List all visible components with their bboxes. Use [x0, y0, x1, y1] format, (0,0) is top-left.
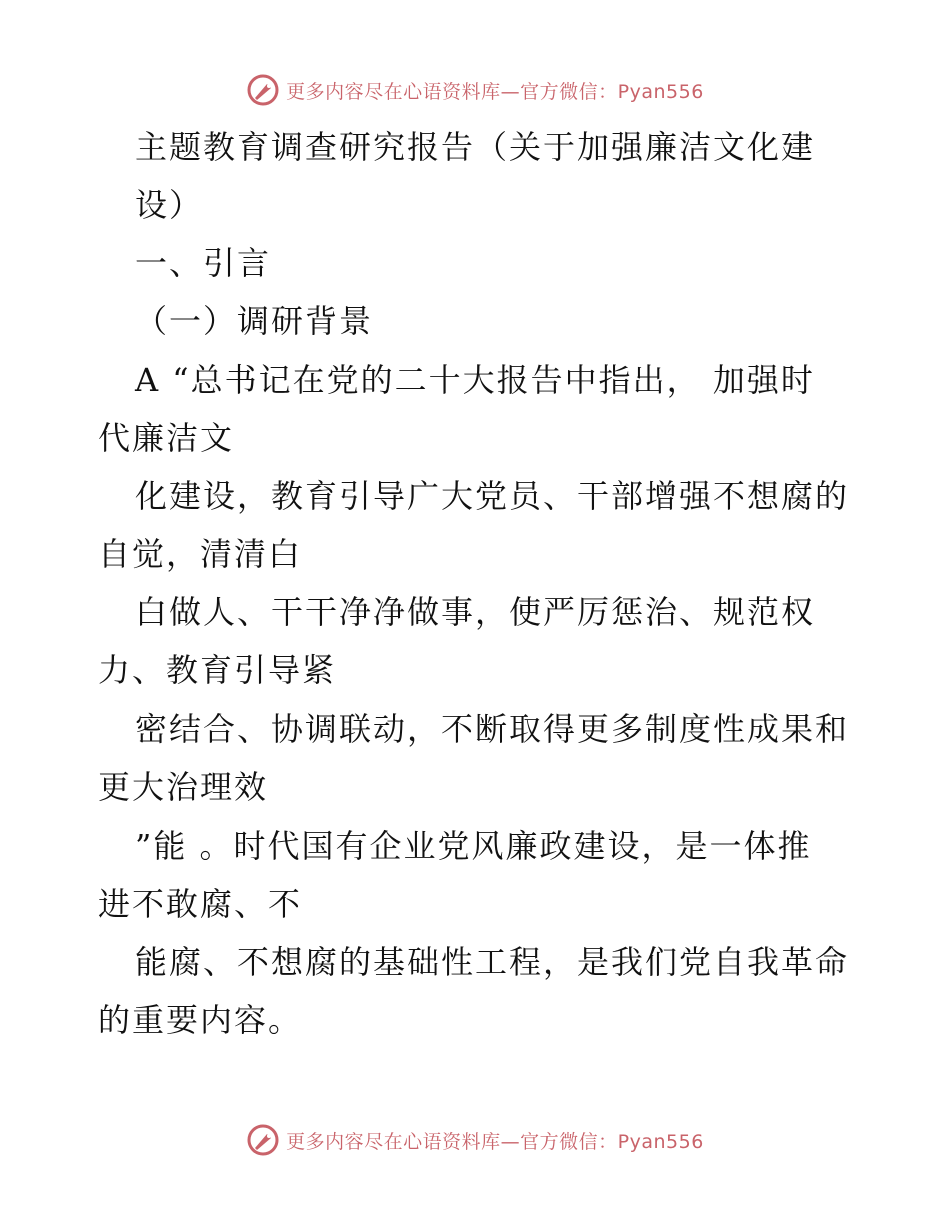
- pen-nib-logo-icon: [246, 1123, 280, 1157]
- paragraph-line: 自觉，清清白: [98, 535, 303, 573]
- watermark-text: 更多内容尽在心语资料库—官方微信：Pyan556: [286, 80, 704, 103]
- paragraph-line: 力、教育引导紧: [98, 651, 337, 689]
- section-heading: 一、引言: [135, 244, 272, 282]
- document-title-line-2: 设）: [135, 186, 204, 224]
- paragraph-line: 白做人、干干净净做事，使严厉惩治、规范权: [135, 593, 816, 631]
- header-watermark-banner: [0, 70, 950, 110]
- footer-watermark-banner: [0, 1120, 950, 1160]
- paragraph-line: 代廉洁文: [98, 419, 235, 457]
- paragraph-line: 密结合、协调联动，不断取得更多制度性成果和: [135, 710, 850, 748]
- watermark-text: 更多内容尽在心语资料库—官方微信：Pyan556: [286, 1130, 704, 1153]
- paragraph-line: 进不敢腐、不: [98, 885, 303, 923]
- paragraph-line: 的重要内容。: [98, 1001, 303, 1039]
- paragraph-line: 更大治理效: [98, 768, 269, 806]
- document-title-line-1: 主题教育调查研究报告（关于加强廉洁文化建: [135, 128, 816, 166]
- paragraph-line: 化建设，教育引导广大党员、干部增强不想腐的: [135, 477, 850, 515]
- pen-nib-logo-icon: [246, 73, 280, 107]
- paragraph-line: 能腐、不想腐的基础性工程，是我们党自我革命: [135, 943, 850, 981]
- subsection-heading: （一）调研背景: [135, 302, 374, 340]
- paragraph-line: A “总书记在党的二十大报告中指出， 加强时: [135, 361, 815, 399]
- paragraph-line: ”能 。时代国有企业党风廉政建设，是一体推: [135, 827, 812, 865]
